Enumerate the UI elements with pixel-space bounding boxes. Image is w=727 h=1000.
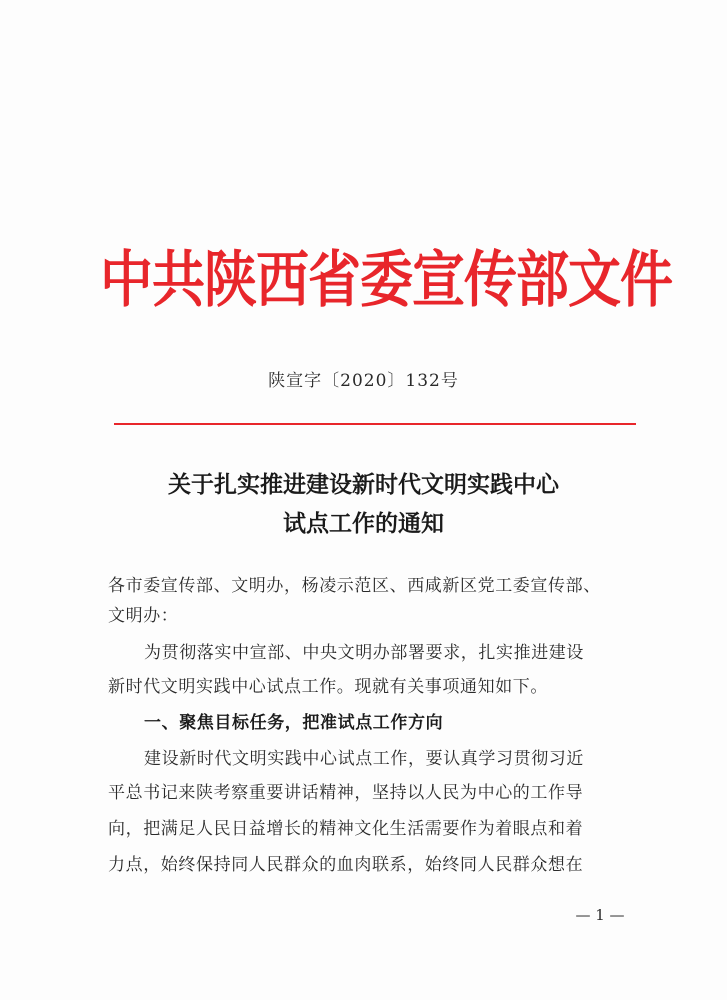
addressee-line-1: 各市委宣传部、文明办，杨凌示范区、西咸新区党工委宣传部、 — [108, 576, 601, 596]
page-number: — 1 — — [575, 906, 625, 924]
intro-paragraph-line-2: 新时代文明实践中心试点工作。现就有关事项通知如下。 — [108, 677, 548, 697]
section-1-heading: 一、聚焦目标任务，把准试点工作方向 — [144, 713, 444, 733]
section-1-line-1: 建设新时代文明实践中心试点工作，要认真学习贯彻习近 — [144, 749, 584, 769]
section-1-line-2: 平总书记来陕考察重要讲话精神，坚持以人民为中心的工作导 — [108, 783, 584, 803]
red-divider-line — [114, 423, 636, 425]
addressee-line-2: 文明办： — [108, 606, 179, 626]
document-title-line-1: 关于扎实推进建设新时代文明实践中心 — [168, 471, 559, 498]
document-title-line-2: 试点工作的通知 — [283, 510, 444, 537]
intro-paragraph-line-1: 为贯彻落实中宣部、中央文明办部署要求，扎实推进建设 — [144, 643, 584, 663]
section-1-line-4: 力点，始终保持同人民群众的血肉联系，始终同人民群众想在 — [108, 855, 584, 875]
issuing-organization-header: 中共陕西省委宣传部文件 — [100, 245, 672, 316]
document-number: 陕宣字〔2020〕132号 — [268, 371, 459, 391]
section-1-line-3: 向，把满足人民日益增长的精神文化生活需要作为着眼点和着 — [108, 819, 584, 839]
